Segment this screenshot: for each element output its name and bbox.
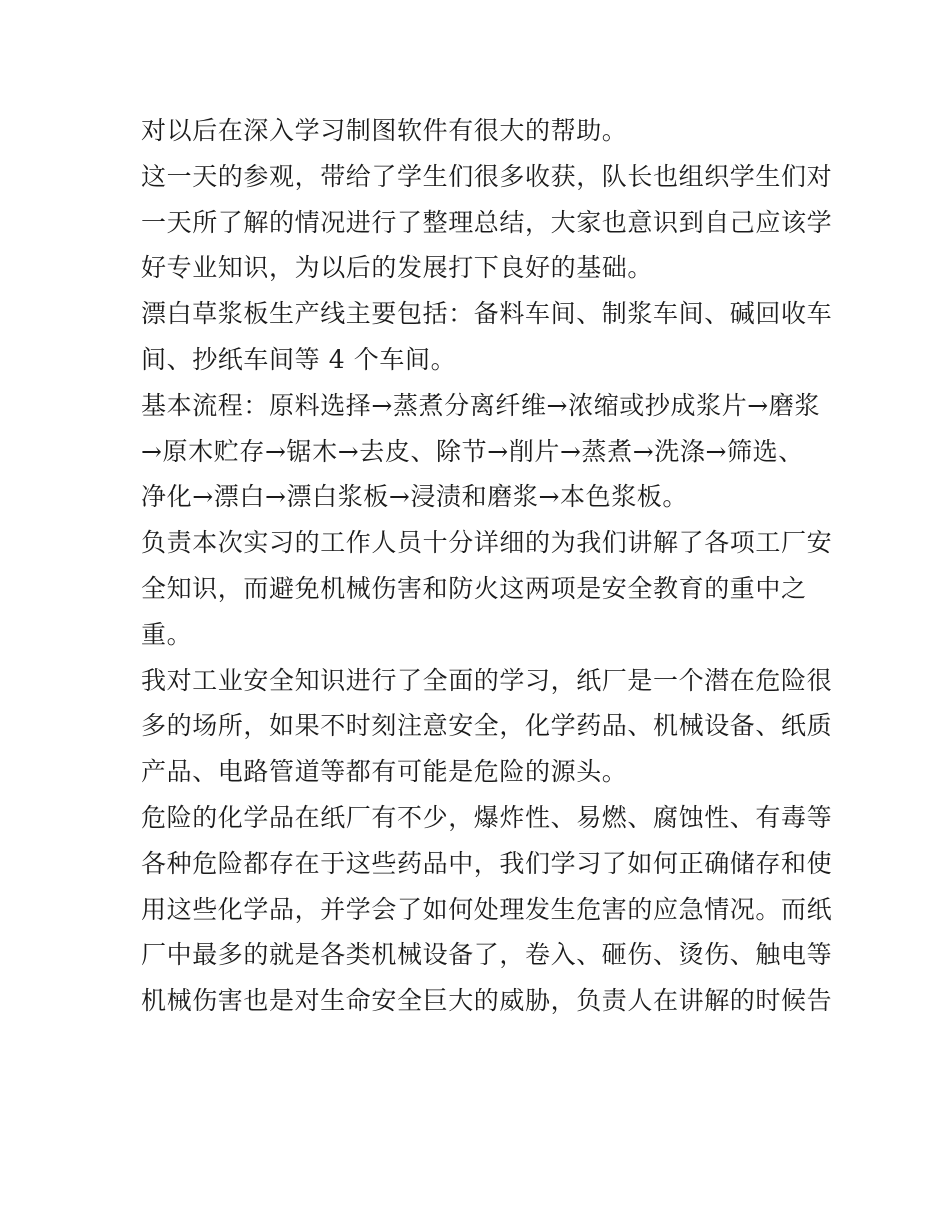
body-text — [141, 108, 831, 1024]
text-line: 对以后在深入学习制图软件有很大的帮助。 — [141, 116, 628, 145]
text-line: 我对工业安全知识进行了全面的学习，纸厂是一个潜在危险很 — [141, 665, 833, 695]
text-line: 危险的化学品在纸厂有不少，爆炸性、易燃、腐蚀性、有毒等 — [141, 802, 833, 832]
text-line: 各种危险都存在于这些药品中，我们学习了如何正确储存和使 — [141, 848, 833, 878]
text-line: 重。 — [141, 619, 193, 649]
text-line: 净化→漂白→漂白浆板→浸渍和磨浆→本色浆板。 — [141, 482, 688, 512]
text-line: 多的场所，如果不时刻注意安全，化学药品、机械设备、纸质 — [141, 711, 833, 741]
text-line: 一天所了解的情况进行了整理总结，大家也意识到自己应该学 — [141, 207, 833, 237]
text-line: 厂中最多的就是各类机械设备了，卷入、砸伤、烫伤、触电等 — [141, 940, 833, 970]
text-line: →原木贮存→锯木→去皮、除节→削片→蒸煮→洗涤→筛选、 — [141, 436, 804, 466]
text-line: 负责本次实习的工作人员十分详细的为我们讲解了各项工厂安 — [141, 528, 833, 558]
text-line: 机械伤害也是对生命安全巨大的威胁，负责人在讲解的时候告 — [141, 986, 833, 1016]
text-line: 产品、电路管道等都有可能是危险的源头。 — [141, 757, 628, 787]
text-line: 用这些化学品，并学会了如何处理发生危害的应急情况。而纸 — [141, 894, 833, 924]
text-line: 全知识，而避免机械伤害和防火这两项是安全教育的重中之 — [141, 573, 807, 603]
text-line: 基本流程：原料选择→蒸煮分离纤维→浓缩或抄成浆片→磨浆 — [141, 390, 821, 420]
text-line: 好专业知识，为以后的发展打下良好的基础。 — [141, 253, 654, 283]
text-line: 间、抄纸车间等 4 个车间。 — [141, 344, 457, 374]
text-line: 漂白草浆板生产线主要包括：备料车间、制浆车间、碱回收车 — [141, 299, 833, 329]
text-line: 这一天的参观，带给了学生们很多收获，队长也组织学生们对 — [141, 161, 833, 191]
